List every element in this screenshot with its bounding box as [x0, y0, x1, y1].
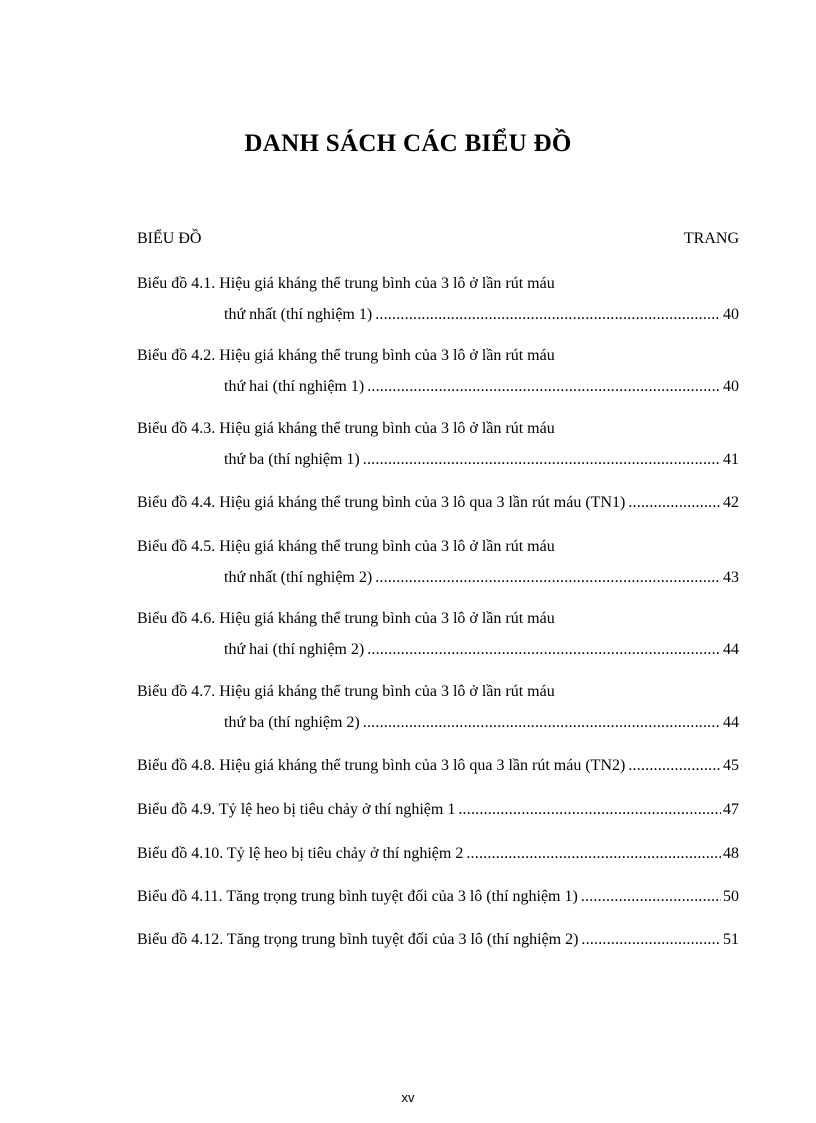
toc-entry-2-line1: Biểu đồ 4.2. Hiệu giá kháng thể trung bình của 3 lô ở lần rút máu: [137, 347, 555, 364]
dot-leader: [581, 930, 721, 950]
toc-entry-12-page: 51: [723, 931, 739, 948]
toc-entry-2-page: 40: [723, 378, 739, 395]
toc-entry-1-line2: [224, 305, 739, 325]
toc-entry-4-page: 42: [723, 494, 739, 511]
toc-entry-7-line2: [224, 713, 739, 733]
toc-header-left: BIỂU ĐỒ: [137, 230, 202, 247]
page-title: DANH SÁCH CÁC BIỂU ĐỒ: [244, 130, 572, 157]
toc-entry-6-line1: Biểu đồ 4.6. Hiệu giá kháng thể trung bình của 3 lô ở lần rút máu: [137, 610, 555, 627]
toc-header: [137, 230, 739, 248]
toc-entry-11: [137, 887, 739, 907]
toc-entry-4-title: Biểu đồ 4.4. Hiệu giá kháng thể trung bình của 3 lô qua 3 lần rút máu (TN1): [137, 494, 626, 511]
dot-leader: [628, 493, 721, 513]
toc-entry-8-page: 45: [723, 757, 739, 774]
dot-leader: [375, 568, 721, 588]
toc-entry-11-page: 50: [723, 888, 739, 905]
toc-entry-10: [137, 844, 739, 864]
dot-leader: [466, 844, 721, 864]
toc-entry-12-title: Biểu đồ 4.12. Tăng trọng trung bình tuyệt đối của 3 lô (thí nghiệm 2): [137, 931, 579, 948]
page-number: xv: [401, 1090, 415, 1105]
toc-entry-8: [137, 756, 739, 776]
dot-leader: [458, 800, 721, 820]
dot-leader: [367, 377, 721, 397]
toc-entry-3-line1: Biểu đồ 4.3. Hiệu giá kháng thể trung bình của 3 lô ở lần rút máu: [137, 420, 555, 437]
toc-entry-7-line1: Biểu đồ 4.7. Hiệu giá kháng thể trung bình của 3 lô ở lần rút máu: [137, 683, 555, 700]
toc-entry-9-page: 47: [723, 801, 739, 818]
dot-leader: [375, 305, 721, 325]
toc-entry-11-title: Biểu đồ 4.11. Tăng trọng trung bình tuyệt đối của 3 lô (thí nghiệm 1): [137, 888, 578, 905]
toc-entry-7-page: 44: [723, 714, 739, 731]
toc-entry-10-title: Biểu đồ 4.10. Tỷ lệ heo bị tiêu chảy ở thí nghiệm 2: [137, 845, 464, 862]
dot-leader: [581, 887, 721, 907]
toc-entry-3-page: 41: [723, 451, 739, 468]
toc-entry-5-page: 43: [723, 569, 739, 586]
toc-entry-5-line1: Biểu đồ 4.5. Hiệu giá kháng thể trung bình của 3 lô ở lần rút máu: [137, 538, 555, 555]
toc-entry-9: [137, 800, 739, 820]
toc-entry-2-subtitle: thứ hai (thí nghiệm 1): [224, 378, 365, 395]
toc-entry-3-line2: [224, 450, 739, 470]
toc-entry-10-page: 48: [723, 845, 739, 862]
toc-entry-5-line2: [224, 568, 739, 588]
toc-entry-3-subtitle: thứ ba (thí nghiệm 1): [224, 451, 360, 468]
toc-entry-1-page: 40: [723, 306, 739, 323]
toc-entry-5-subtitle: thứ nhất (thí nghiệm 2): [224, 569, 373, 586]
toc-entry-6-subtitle: thứ hai (thí nghiệm 2): [224, 641, 365, 658]
toc-entry-4: [137, 493, 739, 513]
toc-entry-9-title: Biểu đồ 4.9. Tỷ lệ heo bị tiêu chảy ở thí nghiệm 1: [137, 801, 456, 818]
toc-header-right: TRANG: [683, 230, 739, 247]
dot-leader: [363, 450, 721, 470]
toc-entry-8-title: Biểu đồ 4.8. Hiệu giá kháng thể trung bình của 3 lô qua 3 lần rút máu (TN2): [137, 757, 626, 774]
dot-leader: [363, 713, 721, 733]
toc-entry-6-page: 44: [723, 641, 739, 658]
toc-entry-12: [137, 930, 739, 950]
toc-entry-7-subtitle: thứ ba (thí nghiệm 2): [224, 714, 360, 731]
toc-entry-1-line1: Biểu đồ 4.1. Hiệu giá kháng thể trung bình của 3 lô ở lần rút máu: [137, 275, 555, 292]
toc-entry-1-subtitle: thứ nhất (thí nghiệm 1): [224, 306, 373, 323]
dot-leader: [628, 756, 721, 776]
toc-entry-6-line2: [224, 640, 739, 660]
toc-entry-2-line2: [224, 377, 739, 397]
dot-leader: [367, 640, 721, 660]
